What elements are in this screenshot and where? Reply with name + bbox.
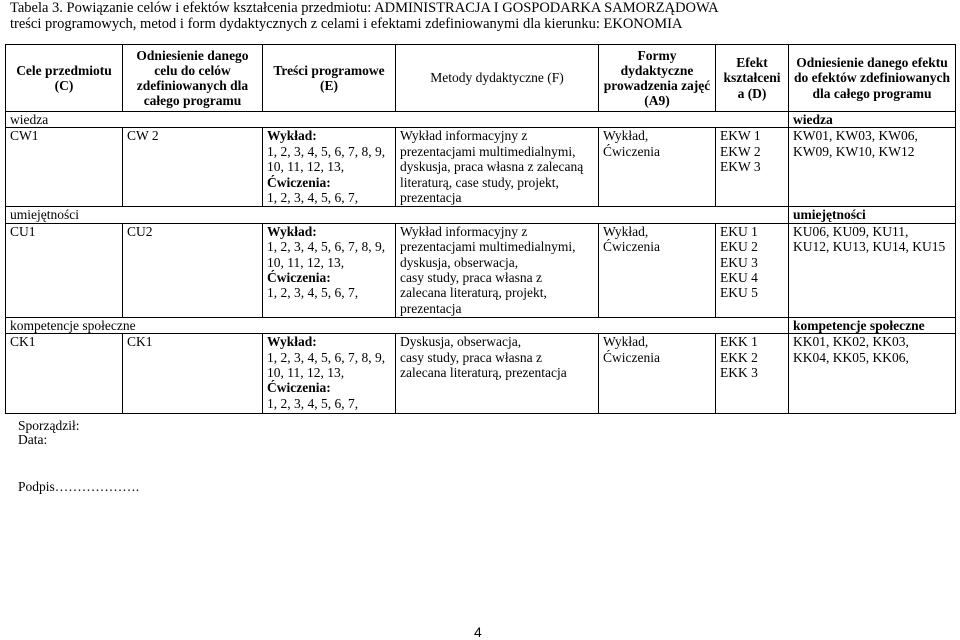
caption-line-1: Tabela 3. Powiązanie celów i efektów kształcenia przedmiotu: ADMINISTRACJA I GOSPODARKA SAMORZĄDOWA	[10, 0, 719, 16]
cell-tresci: Wykład: 1, 2, 3, 4, 5, 6, 7, 8, 9, 10, 11, 12, 13, Ćwiczenia: 1, 2, 3, 4, 5, 6, 7,	[263, 334, 396, 414]
section-row-umiejetnosci	[6, 207, 956, 223]
cell-formy: Wykład, Ćwiczenia	[599, 334, 716, 414]
cell-cel: CW1	[6, 128, 123, 207]
header-metody: Metody dydaktyczne (F)	[396, 45, 599, 112]
cell-tresci: Wykład: 1, 2, 3, 4, 5, 6, 7, 8, 9, 10, 11, 12, 13, Ćwiczenia: 1, 2, 3, 4, 5, 6, 7,	[263, 223, 396, 317]
cell-odniesienie-efektow: KW01, KW03, KW06, KW09, KW10, KW12	[789, 128, 956, 207]
cell-formy: Wykład, Ćwiczenia	[599, 128, 716, 207]
header-tresci: Treści programowe (E)	[263, 45, 396, 112]
page-number: 4	[474, 624, 482, 640]
cell-odniesienie: CK1	[123, 334, 263, 414]
caption-line-2: treści programowych, metod i form dydaktycznych z celami i efektami zdefiniowanymi dla kierunku: EKONOMIA	[10, 16, 683, 32]
header-efekt: Efekt kształceni a (D)	[716, 45, 789, 112]
prepared-by-label: Sporządził:	[18, 418, 80, 433]
header-row	[6, 45, 956, 112]
table-caption	[10, 0, 955, 32]
section-label: wiedza	[6, 112, 789, 128]
cell-efekty: EKK 1 EKK 2 EKK 3	[716, 334, 789, 414]
table-row	[6, 334, 956, 414]
cell-cel: CK1	[6, 334, 123, 414]
cell-tresci: Wykład: 1, 2, 3, 4, 5, 6, 7, 8, 9, 10, 11, 12, 13, Ćwiczenia: 1, 2, 3, 4, 5, 6, 7,	[263, 128, 396, 207]
cell-metody: Wykład informacyjny z prezentacjami multimedialnymi, dyskusja, praca własna z zalecaną literaturą, case study, projekt, prezentacja	[396, 128, 599, 207]
section-label: kompetencje społeczne	[6, 317, 789, 333]
header-odniesienie-efektu: Odniesienie danego efektu do efektów zdefiniowanych dla całego programu	[789, 45, 956, 112]
section-right-label: umiejętności	[789, 207, 956, 223]
cell-efekty: EKU 1 EKU 2 EKU 3 EKU 4 EKU 5	[716, 223, 789, 317]
cell-efekty: EKW 1 EKW 2 EKW 3	[716, 128, 789, 207]
section-right-label: wiedza	[789, 112, 956, 128]
cell-odniesienie-efektow: KU06, KU09, KU11, KU12, KU13, KU14, KU15	[789, 223, 956, 317]
section-row-wiedza	[6, 112, 956, 128]
cell-metody: Wykład informacyjny z prezentacjami multimedialnymi, dyskusja, obserwacja, casy study, praca własna z zalecana literaturą, projekt, prezentacja	[396, 223, 599, 317]
header-formy: Formy dydaktyczne prowadzenia zajęć (A9)	[599, 45, 716, 112]
cell-metody: Dyskusja, obserwacja, casy study, praca własna z zalecana literaturą, prezentacja	[396, 334, 599, 414]
cell-odniesienie: CW 2	[123, 128, 263, 207]
cell-formy: Wykład, Ćwiczenia	[599, 223, 716, 317]
header-cele: Cele przedmiotu (C)	[6, 45, 123, 112]
table-row	[6, 128, 956, 207]
signature-line: Podpis……………….	[18, 479, 140, 494]
section-label: umiejętności	[6, 207, 789, 223]
section-right-label: kompetencje społeczne	[789, 317, 956, 333]
cell-odniesienie-efektow: KK01, KK02, KK03, KK04, KK05, KK06,	[789, 334, 956, 414]
header-odniesienie-celu: Odniesienie danego celu do celów zdefiniowanych dla całego programu	[123, 45, 263, 112]
date-label: Data:	[18, 432, 48, 447]
cell-cel: CU1	[6, 223, 123, 317]
table-row	[6, 223, 956, 317]
cell-odniesienie: CU2	[123, 223, 263, 317]
effects-table	[5, 44, 956, 414]
section-row-kompetencje	[6, 317, 956, 333]
